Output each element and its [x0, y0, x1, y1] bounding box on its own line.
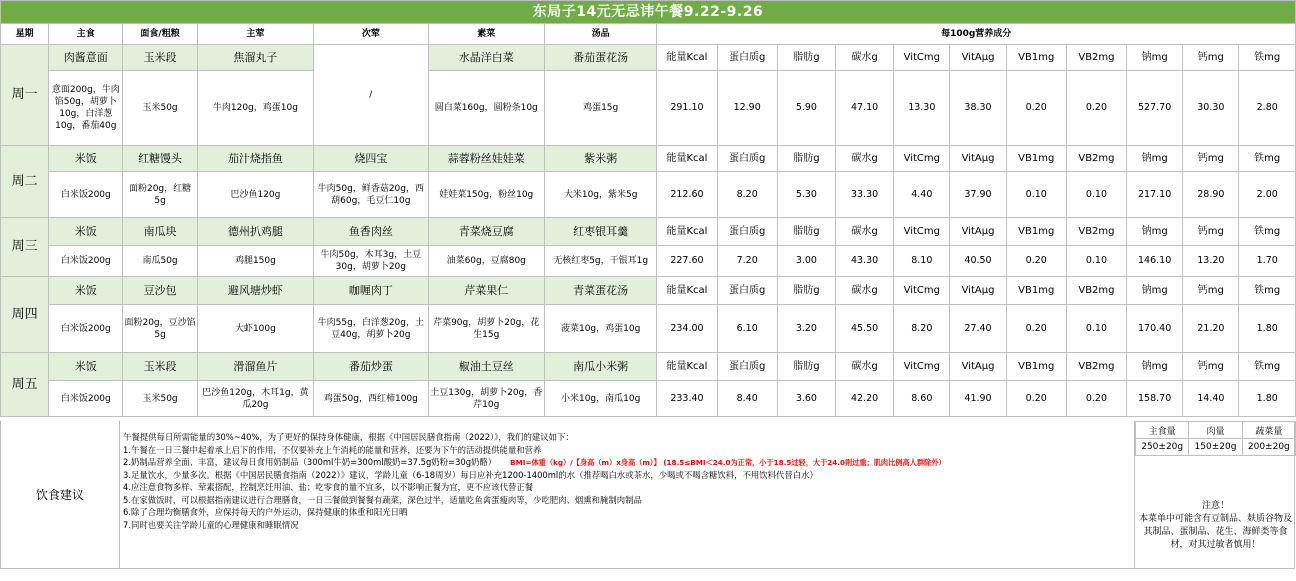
ingredient-staple: 白米饭200g [49, 381, 123, 417]
advice-line: 5.在家做饭时，可以根据指南建议进行合理膳食，一日三餐做到餐餐有蔬菜，深色过半，适量吃鱼禽蛋瘦肉等，少吃肥肉、烟熏和腌制肉制品 [123, 494, 642, 505]
header-side: 次荤 [314, 24, 428, 45]
portion-table [1135, 421, 1296, 456]
nutrient-header: VitAμg [950, 353, 1006, 381]
dish-flour: 红糖馒头 [123, 146, 197, 172]
nutrient-value: 7.20 [717, 246, 777, 277]
nutrient-header: 钙mg [1183, 45, 1239, 71]
nutrient-header: 铁mg [1239, 353, 1296, 381]
nutrient-value: 5.90 [777, 71, 835, 146]
nutrient-value: 0.20 [1006, 381, 1066, 417]
nutrient-header: 碳水g [836, 277, 894, 305]
nutrient-value: 291.10 [657, 71, 717, 146]
ingredient-staple: 白米饭200g [49, 305, 123, 353]
nutrient-header: 钙mg [1183, 146, 1239, 172]
header-staple: 主食 [49, 24, 123, 45]
nutrient-value: 5.30 [777, 172, 835, 218]
nutrient-header: 蛋白质g [717, 45, 777, 71]
nutrient-header: 能量Kcal [657, 353, 717, 381]
dish-veg: 椒油土豆丝 [428, 353, 544, 381]
nutrient-value: 0.10 [1006, 172, 1066, 218]
advice-line: 午餐提供每日所需能量的30%~40%，为了更好的保持身体健康，根据《中国居民膳食指南（2022）》，我们的建议如下： [123, 432, 574, 442]
ingredient-main: 巴沙鱼120g，木耳1g，黄瓜20g [197, 381, 313, 417]
nutrient-value: 217.10 [1127, 172, 1183, 218]
advice-label: 饮食建议 [1, 421, 120, 568]
nutrient-value: 8.20 [894, 305, 950, 353]
portion-header-veg: 蔬菜量 [1242, 422, 1295, 439]
nutrient-header: VitAμg [950, 45, 1006, 71]
nutrient-header: 钠mg [1127, 353, 1183, 381]
dish-soup: 番茄蛋花汤 [544, 45, 656, 71]
ingredient-main: 大虾100g [197, 305, 313, 353]
ingredient-soup: 菠菜10g，鸡蛋10g [544, 305, 656, 353]
nutrient-value: 0.20 [1006, 246, 1066, 277]
advice-line: 7.同时也要关注学龄儿童的心理健康和睡眠情况 [123, 519, 299, 530]
dish-side: 咖喱肉丁 [314, 277, 428, 305]
day-label: 周四 [1, 277, 49, 353]
nutrient-header: VitCmg [894, 353, 950, 381]
nutrient-value: 233.40 [657, 381, 717, 417]
nutrient-value: 234.00 [657, 305, 717, 353]
ingredient-soup: 小米10g，南瓜10g [544, 381, 656, 417]
nutrient-value: 1.80 [1239, 305, 1296, 353]
header-veg: 素菜 [428, 24, 544, 45]
dish-side: 鱼香肉丝 [314, 218, 428, 246]
nutrient-header: VB1mg [1006, 45, 1066, 71]
nutrient-header: VB1mg [1006, 146, 1066, 172]
header-flour: 面食/粗粮 [123, 24, 197, 45]
ingredient-staple: 白米饭200g [49, 246, 123, 277]
ingredient-veg: 油菜60g，豆腐80g [428, 246, 544, 277]
ingredient-staple: 白米饭200g [49, 172, 123, 218]
nutrient-header: VitCmg [894, 218, 950, 246]
nutrient-value: 3.60 [777, 381, 835, 417]
nutrient-value: 6.10 [717, 305, 777, 353]
dish-flour: 玉米段 [123, 353, 197, 381]
nutrient-header: 铁mg [1239, 277, 1296, 305]
nutrient-value: 0.20 [1006, 305, 1066, 353]
portion-header-staple: 主食量 [1136, 422, 1189, 439]
advice-line: 4.应注意食物多样、荤素搭配，控制烹饪用油、盐；吃零食的量不宜多，以不影响正餐为宜，更不应该代替正餐 [123, 482, 533, 492]
allergy-note-title: 注意！ [1201, 501, 1229, 511]
ingredient-main: 牛肉120g，鸡蛋10g [197, 71, 313, 146]
nutrient-header: 钙mg [1183, 353, 1239, 381]
allergy-note [1135, 456, 1296, 552]
dish-veg: 水晶洋白菜 [428, 45, 544, 71]
nutrient-header: VitCmg [894, 45, 950, 71]
dish-staple: 米饭 [49, 218, 123, 246]
nutrient-value: 30.30 [1183, 71, 1239, 146]
dish-veg: 蒜蓉粉丝娃娃菜 [428, 146, 544, 172]
dish-staple: 米饭 [49, 277, 123, 305]
ingredient-soup: 无核红枣5g，干银耳1g [544, 246, 656, 277]
nutrient-value: 33.30 [836, 172, 894, 218]
nutrient-value: 28.90 [1183, 172, 1239, 218]
ingredient-side: 牛肉55g，白洋葱20g，土豆40g，胡萝卜20g [314, 305, 428, 353]
nutrient-header: 脂肪g [777, 353, 835, 381]
nutrient-header: 蛋白质g [717, 277, 777, 305]
dish-soup: 青菜蛋花汤 [544, 277, 656, 305]
nutrient-value: 158.70 [1127, 381, 1183, 417]
nutrient-header: VB1mg [1006, 218, 1066, 246]
bmi-note: BMI=体重（kg）/【身高（m）x身高（m）】 (18.5≤BMI＜24.0为正常，小于18.5过轻，大于24.0则过重；肌肉比例高人群除外） [510, 458, 946, 467]
dish-veg: 青菜烧豆腐 [428, 218, 544, 246]
nutrient-value: 40.50 [950, 246, 1006, 277]
advice-line: 1.午餐在一日三餐中起着承上启下的作用，不仅要补充上午消耗的能量和营养，还要为下午的活动提供能量和营养 [123, 444, 542, 455]
nutrient-value: 1.80 [1239, 381, 1296, 417]
nutrient-value: 47.10 [836, 71, 894, 146]
ingredient-side: 鸡蛋50g，西红柿100g [314, 381, 428, 417]
nutrient-header: 能量Kcal [657, 146, 717, 172]
nutrient-header: 碳水g [836, 218, 894, 246]
ingredient-veg: 圆白菜160g，圆粉条10g [428, 71, 544, 146]
nutrient-value: 41.90 [950, 381, 1006, 417]
nutrient-header: VB2mg [1066, 353, 1126, 381]
nutrient-header: VB1mg [1006, 353, 1066, 381]
nutrient-value: 27.40 [950, 305, 1006, 353]
nutrient-header: 钙mg [1183, 218, 1239, 246]
ingredient-flour: 面粉20g，豆沙馅5g [123, 305, 197, 353]
nutrient-value: 0.20 [1066, 71, 1126, 146]
nutrient-header: VB1mg [1006, 277, 1066, 305]
nutrient-header: 蛋白质g [717, 146, 777, 172]
nutrient-header: 碳水g [836, 146, 894, 172]
nutrient-value: 3.20 [777, 305, 835, 353]
ingredient-flour: 面粉20g，红糖5g [123, 172, 197, 218]
day-label: 周三 [1, 218, 49, 277]
nutrient-header: 蛋白质g [717, 353, 777, 381]
nutrient-value: 13.20 [1183, 246, 1239, 277]
nutrient-value: 38.30 [950, 71, 1006, 146]
dish-flour: 南瓜块 [123, 218, 197, 246]
nutrient-value: 3.00 [777, 246, 835, 277]
nutrient-value: 2.00 [1239, 172, 1296, 218]
nutrient-value: 8.60 [894, 381, 950, 417]
dish-side: 烧四宝 [314, 146, 428, 172]
ingredient-flour: 南瓜50g [123, 246, 197, 277]
ingredient-veg: 芹菜90g，胡萝卜20g，花生15g [428, 305, 544, 353]
ingredient-side: 牛肉50g，木耳3g，土豆30g，胡萝卜20g [314, 246, 428, 277]
day-label: 周五 [1, 353, 49, 417]
advice-line: 2.奶制品营养全面、丰富，建议每日食用奶制品（300ml牛奶=300ml酸奶=37.5g奶粉=30g奶酪） [123, 457, 497, 467]
nutrient-header: 脂肪g [777, 218, 835, 246]
nutrient-value: 170.40 [1127, 305, 1183, 353]
nutrient-header: 钠mg [1127, 45, 1183, 71]
header-soup: 汤品 [544, 24, 656, 45]
nutrient-value: 14.40 [1183, 381, 1239, 417]
nutrient-header: 脂肪g [777, 45, 835, 71]
nutrient-header: 碳水g [836, 45, 894, 71]
nutrient-value: 45.50 [836, 305, 894, 353]
dish-soup: 南瓜小米粥 [544, 353, 656, 381]
dish-main: 焦溜丸子 [197, 45, 313, 71]
nutrient-header: 钙mg [1183, 277, 1239, 305]
ingredient-soup: 大米10g，紫米5g [544, 172, 656, 218]
portion-panel [1134, 421, 1296, 568]
nutrient-value: 0.10 [1066, 246, 1126, 277]
ingredient-soup: 鸡蛋15g [544, 71, 656, 146]
nutrient-header: 蛋白质g [717, 218, 777, 246]
nutrient-header: 铁mg [1239, 218, 1296, 246]
ingredient-veg: 娃娃菜150g，粉丝10g [428, 172, 544, 218]
nutrient-value: 1.70 [1239, 246, 1296, 277]
nutrient-header: 钠mg [1127, 277, 1183, 305]
nutrient-value: 527.70 [1127, 71, 1183, 146]
dish-main: 茄汁烧指鱼 [197, 146, 313, 172]
ingredient-main: 巴沙鱼120g [197, 172, 313, 218]
header-main: 主荤 [197, 24, 313, 45]
nutrient-value: 43.30 [836, 246, 894, 277]
nutrient-value: 4.40 [894, 172, 950, 218]
dish-main: 避风塘炒虾 [197, 277, 313, 305]
dish-main: 德州扒鸡腿 [197, 218, 313, 246]
nutrient-header: 脂肪g [777, 277, 835, 305]
advice-text [123, 431, 1133, 531]
menu-title: 东局子14元无忌讳午餐9.22-9.26 [1, 1, 1296, 24]
nutrient-value: 12.90 [717, 71, 777, 146]
ingredient-staple: 意面200g，牛肉馅50g，胡萝卜10g，白洋葱10g，番茄40g [49, 71, 123, 146]
nutrient-header: 铁mg [1239, 146, 1296, 172]
nutrient-header: VitCmg [894, 277, 950, 305]
portion-header-meat: 肉量 [1189, 422, 1242, 439]
header-day: 星期 [1, 24, 49, 45]
portion-value-veg: 200±20g [1242, 439, 1295, 456]
dish-flour: 豆沙包 [123, 277, 197, 305]
advice-section [0, 421, 1295, 569]
nutrient-header: VB2mg [1066, 277, 1126, 305]
nutrient-value: 13.30 [894, 71, 950, 146]
nutrient-value: 8.40 [717, 381, 777, 417]
advice-line: 6.除了合理均衡膳食外，应保持每天的户外运动，保持健康的体重和阳光日晒 [123, 507, 408, 517]
nutrient-value: 0.20 [1066, 381, 1126, 417]
nutrient-value: 0.10 [1066, 305, 1126, 353]
nutrient-value: 146.10 [1127, 246, 1183, 277]
nutrient-value: 8.10 [894, 246, 950, 277]
nutrient-header: 铁mg [1239, 45, 1296, 71]
dish-staple: 米饭 [49, 353, 123, 381]
advice-line-with-bmi [123, 456, 1133, 469]
dish-staple: 肉酱意面 [49, 45, 123, 71]
nutrient-value: 42.20 [836, 381, 894, 417]
header-nutrition: 每100g营养成分 [657, 24, 1296, 45]
nutrient-header: VitAμg [950, 218, 1006, 246]
nutrient-value: 0.10 [1066, 172, 1126, 218]
nutrient-header: VB2mg [1066, 218, 1126, 246]
nutrient-header: VitCmg [894, 146, 950, 172]
nutrient-header: 能量Kcal [657, 45, 717, 71]
nutrient-value: 0.20 [1006, 71, 1066, 146]
nutrient-value: 21.20 [1183, 305, 1239, 353]
dish-side-empty: / [314, 45, 428, 146]
dish-main: 滑溜鱼片 [197, 353, 313, 381]
nutrient-header: 能量Kcal [657, 277, 717, 305]
advice-line: 3.足量饮水，少量多次。根据《中国居民膳食指南（2022）》建议，学龄儿童（6-18周岁）每日应补充1200-1400ml的水（推荐喝白水或茶水，少喝或不喝含糖饮料，不用饮料代替白水） [123, 469, 818, 480]
nutrient-value: 8.20 [717, 172, 777, 218]
ingredient-veg: 土豆130g，胡萝卜20g，香芹10g [428, 381, 544, 417]
nutrient-header: VB2mg [1066, 146, 1126, 172]
nutrient-header: VB2mg [1066, 45, 1126, 71]
day-label: 周一 [1, 45, 49, 146]
portion-value-staple: 250±20g [1136, 439, 1189, 456]
nutrient-header: 钠mg [1127, 146, 1183, 172]
nutrient-value: 212.60 [657, 172, 717, 218]
dish-side: 番茄炒蛋 [314, 353, 428, 381]
dish-veg: 芹菜果仁 [428, 277, 544, 305]
dish-soup: 紫米粥 [544, 146, 656, 172]
allergy-note-text: 本菜单中可能含有豆制品、麸质谷物及其制品、蛋制品、花生、海鲜类等食材，对其过敏者慎用！ [1139, 514, 1293, 550]
dish-flour: 玉米段 [123, 45, 197, 71]
nutrient-header: 钠mg [1127, 218, 1183, 246]
portion-value-meat: 150±20g [1189, 439, 1242, 456]
nutrient-value: 227.60 [657, 246, 717, 277]
nutrient-value: 2.80 [1239, 71, 1296, 146]
ingredient-flour: 玉米50g [123, 71, 197, 146]
ingredient-main: 鸡腿150g [197, 246, 313, 277]
ingredient-side: 牛肉50g，鲜香菇20g，西葫60g，毛豆仁10g [314, 172, 428, 218]
dish-soup: 红枣银耳羹 [544, 218, 656, 246]
nutrient-header: 能量Kcal [657, 218, 717, 246]
dish-staple: 米饭 [49, 146, 123, 172]
ingredient-flour: 玉米50g [123, 381, 197, 417]
nutrient-header: 碳水g [836, 353, 894, 381]
nutrient-header: VitAμg [950, 277, 1006, 305]
nutrient-header: 脂肪g [777, 146, 835, 172]
nutrient-header: VitAμg [950, 146, 1006, 172]
day-label: 周二 [1, 146, 49, 218]
nutrient-value: 37.90 [950, 172, 1006, 218]
